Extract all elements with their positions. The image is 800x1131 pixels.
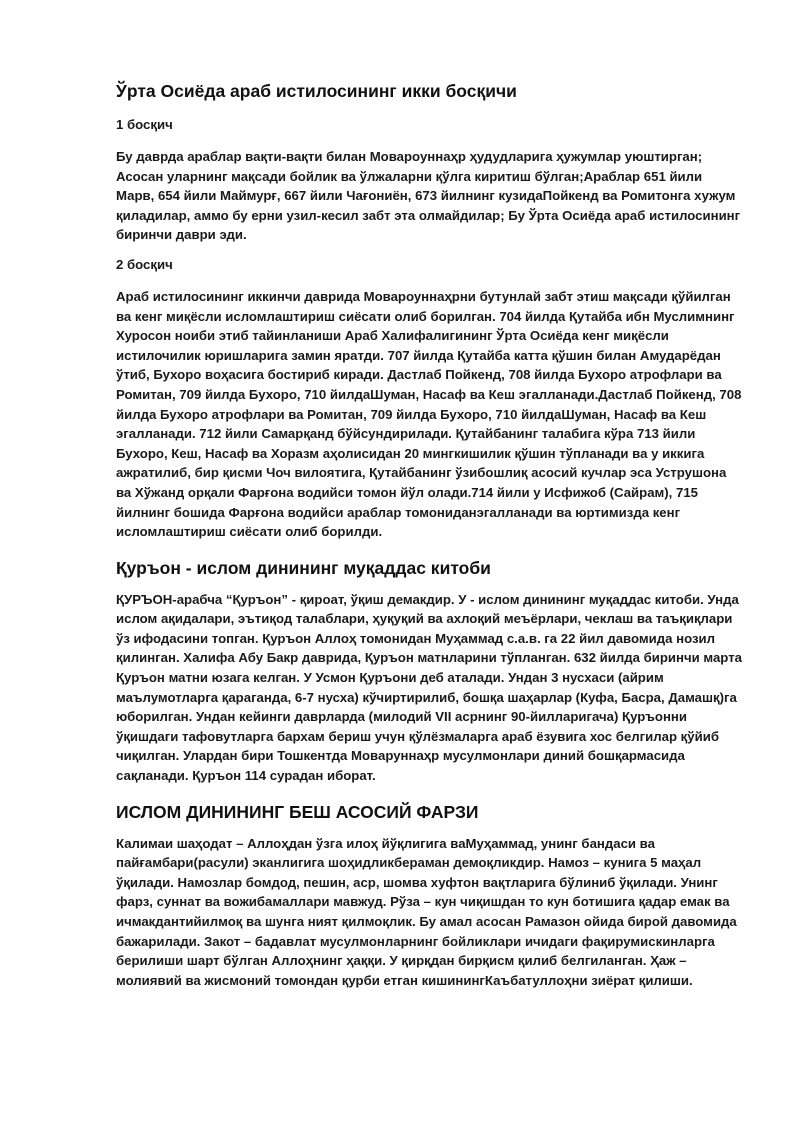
five-pillars-paragraph: Калимаи шаҳодат – Аллоҳдан ўзга илоҳ йўқлигига ваМуҳаммад, унинг бандаси ва пайғамбари(расули) эканлигига шоҳидликбераман демоқликдир. Намоз – кунига 5 маҳал ўқилади. Намозлар бомдод, пешин, аср, шомва хуфтон вақтларига бўлиниб ўқилади. Унинг фарз, суннат ва вожибамаллари мавжуд. Рўза – кун чиқишдан то кун ботишига қадар емак ва ичмакдантийилмоқ ва шунга ният қилмоқлик. Бу амал асосан Рамазон ойида бирой давомида бажарилади. Закот – бадавлат мусулмонларнинг бойликлари ичидаги фақирумискинларга берилиши шарт бўлган Аллоҳнинг ҳаққи. У қирқдан бирқисм қилиб белгиланган. Ҳаж – молиявий ва жисмоний томондан қурби етган кишинингКаъбатуллоҳни зиёрат қилиши.	[116, 835, 737, 988]
document-page	[116, 74, 744, 1000]
section-title-quran: Қуръон - ислом динининг муқаддас китоби	[116, 557, 491, 578]
section-title-five-pillars: ИСЛОМ ДИНИНИНГ БЕШ АСОСИЙ ФАРЗИ	[116, 801, 479, 822]
quran-paragraph: ҚУРЪОН-арабча “Қуръон” - қироат, ўқиш демакдир. У - ислом динининг муқаддас китоби. Унда ислом ақидалари, эътиқод талаблари, ҳуқуқий ва ахлоқий меъёрлари, чеклаш ва таъқиқлари ўз ифодасини топган. Қуръон Аллоҳ томонидан Муҳаммад с.а.в. га 22 йил давомида нозил қилинган. Халифа Абу Бакр даврида, Қуръон матнларини тўпланган. 632 йилда биринчи марта Қуръон матни юзага келган. У Усмон Қуръони деб аталади. Ундан 3 нусхаси (айрим маълумотларга қараганда, 6-7 нусха) кўчиртирилиб, бошқа шаҳарлар (Куфа, Басра, Дамашқ)га юборилган. Ундан кейинги даврларда (милодий VII асрнинг 90-йилларигача) Қуръонни ўқишдаги тафовутларга бархам бериш учун қўлёзмаларга араб ёзувига хос белгилар қўйиб чиқилган. Улардан бири Тошкентда Моваруннаҳр мусулмонлари диний бошқармасида сақланади. Қуръон 114 сурадан иборат.	[116, 591, 742, 784]
stage-2-paragraph: Араб истилосининг иккинчи даврида Мовароуннаҳрни бутунлай забт этиш мақсади қўйилган ва кенг миқёсли исломлаштириш сиёсати олиб борилган. 704 йилда Қутайба ибн Муслимнинг Хуросон ноиби этиб тайинланиши Араб Халифалигининг Ўрта Осиёда кенг миқёсли истилочилик юришларига замин яратди. 707 йилда Қутайба катта қўшин билан Амударёдан ўтиб, Бухоро воҳасига бостириб киради. Дастлаб Пойкенд, 708 йилда Бухоро атрофлари ва Ромитан, 709 йилда Бухоро, 710 йилдаШуман, Насаф ва Кеш эгалланади.Дастлаб Пойкенд, 708 йилда Бухоро атрофлари ва Ромитан, 709 йилда Бухоро, 710 йилдаШуман, Насаф ва Кеш эгалланади. 712 йили Самарқанд бўйсундирилади. Қутайбанинг талабига кўра 713 йили Бухоро, Кеш, Насаф ва Хоразм аҳолисидан 20 мингкишилик қўшин тўпланади ва у иккига ажратилиб, бир қисми Чоч вилоятига, Қутайбанинг ўзибошлиқ асосий кучлар эса Уструшона ва Хўжанд орқали Фарғона водийси томон йўл олади.714 йили у Исфижоб (Сайрам), 715 йилнинг бошида Фарғона водийси араблар томониданэгалланади ва юртимизда кенг исломлаштириш сиёсати олиб борилди.	[116, 288, 742, 540]
stage-1-label: 1 босқич	[116, 117, 173, 132]
stage-2-label: 2 босқич	[116, 256, 173, 272]
section-title-arab-conquest: Ўрта Осиёда араб истилосининг икки босқичи	[116, 81, 517, 101]
stage-1-paragraph: Бу даврда араблар вақти-вақти билан Мовароуннаҳр ҳудудларига ҳужумлар уюштирган; Асосан уларнинг мақсади бойлик ва ўлжаларни қўлга киритиш бўлган;Араблар 651 йили Марв, 654 йили Маймурғ, 667 йили Чағониён, 673 йилнинг кузидаПойкенд ва Ромитонга хужум қиладилар, аммо бу ерни узил-кесил забт эта олмайдилар; Бу Ўрта Осиёда араб истилосининг биринчи даври эди.	[116, 149, 741, 243]
